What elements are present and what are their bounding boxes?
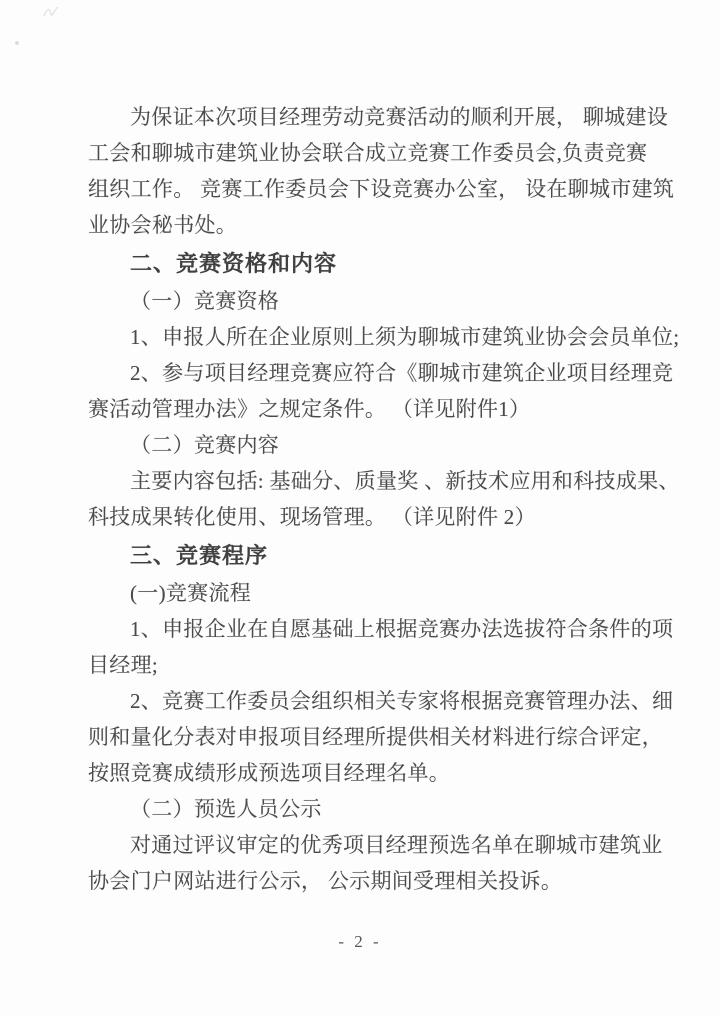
page-number: - 2 -: [338, 932, 382, 951]
text-line: 主要内容包括: 基础分、质量奖 、新技术应用和科技成果、: [130, 469, 680, 493]
text-line: 1、申报人所在企业原则上须为聊城市建筑业协会会员单位;: [130, 325, 680, 349]
section-heading: 二、竞赛资格和内容: [130, 251, 338, 276]
text-line: 1、申报企业在自愿基础上根据竞赛办法选拔符合条件的项: [130, 617, 674, 641]
text-line: （二）竞赛内容: [130, 433, 280, 457]
text-line: （一）竞赛资格: [130, 289, 280, 313]
text-line: 则和量化分表对申报项目经理所提供相关材料进行综合评定，: [88, 725, 664, 749]
ink-speck-mark: [15, 41, 19, 45]
text-line: 科技成果转化使用、现场管理。 （详见附件 2）: [88, 505, 536, 529]
text-line: 业协会秘书处。: [88, 213, 238, 237]
text-line: 协会门户网站进行公示， 公示期间受理相关投诉。: [88, 869, 563, 893]
text-line: 工会和聊城市建筑业协会联合成立竞赛工作委员会,负责竞赛: [88, 141, 648, 165]
text-line: 2、竞赛工作委员会组织相关专家将根据竞赛管理办法、细: [130, 689, 674, 713]
text-line: 为保证本次项目经理劳动竞赛活动的顺利开展， 聊城建设: [130, 105, 669, 129]
text-line: 组织工作。 竞赛工作委员会下设竞赛办公室， 设在聊城市建筑: [88, 177, 675, 201]
text-line: （二）预选人员公示: [130, 797, 322, 821]
section-heading: 三、竞赛程序: [130, 543, 269, 568]
document-body: [88, 99, 680, 899]
text-line: 按照竞赛成绩形成预选项目经理名单。: [88, 761, 451, 785]
text-line: 对通过评议审定的优秀项目经理预选名单在聊城市建筑业: [130, 833, 663, 857]
text-line: (一)竞赛流程: [130, 581, 252, 605]
text-line: 2、参与项目经理竞赛应符合《聊城市建筑企业项目经理竞: [130, 361, 674, 385]
text-line: 赛活动管理办法》之规定条件。 （详见附件1）: [88, 397, 531, 421]
text-line: 目经理;: [88, 653, 159, 677]
pen-scribble-mark: [42, 4, 60, 22]
